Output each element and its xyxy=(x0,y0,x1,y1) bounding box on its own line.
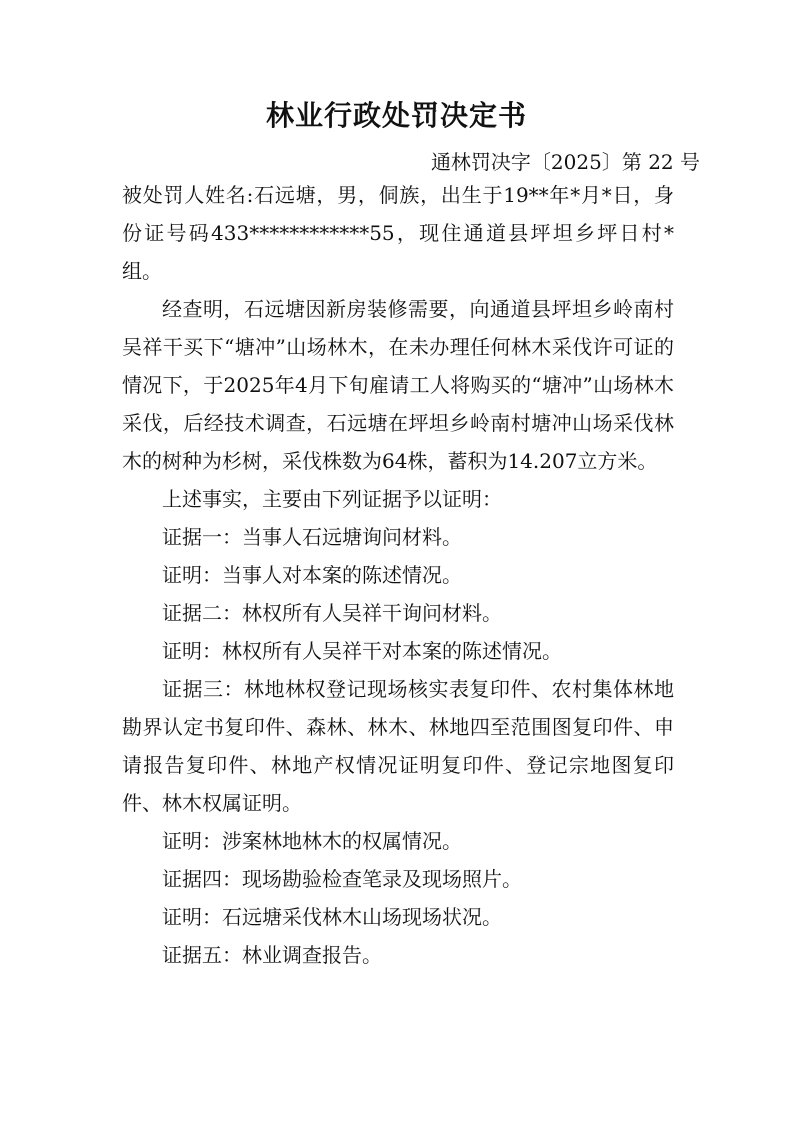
paragraph-proof-4: 证明：石远塘采伐林木山场现场状况。 xyxy=(162,905,502,929)
paragraph-evidence-5: 证据五：林业调查报告。 xyxy=(162,943,382,967)
paragraph-evidence-intro: 上述事实，主要由下列证据予以证明： xyxy=(162,487,502,511)
paragraph-proof-3: 证明：涉案林地林木的权属情况。 xyxy=(162,829,462,853)
paragraph-proof-2: 证明：林权所有人吴祥干对本案的陈述情况。 xyxy=(162,639,562,663)
paragraph-proof-1: 证明：当事人对本案的陈述情况。 xyxy=(162,563,462,587)
paragraph-evidence-2: 证据二：林权所有人吴祥干询问材料。 xyxy=(162,601,502,625)
document-title: 林业行政处罚决定书 xyxy=(265,99,527,132)
paragraph-party-info: 被处罚人姓名:石远塘，男，侗族，出生于19**年*月*日，身份证号码433************55，现住通道县坪坦乡坪日村*组。 xyxy=(122,183,674,283)
paragraph-evidence-1: 证据一：当事人石远塘询问材料。 xyxy=(162,525,462,549)
paragraph-findings: 经查明，石远塘因新房装修需要，向通道县坪坦乡岭南村吴祥干买下“塘冲”山场林木，在未办理任何林木采伐许可证的情况下，于2025年4月下旬雇请工人将购买的“塘冲”山场林木采伐，后经技术调查，石远塘在坪坦乡岭南村塘冲山场采伐林木的树种为杉树，采伐株数为64株，蓄积为14.207立方米。 xyxy=(122,297,674,473)
document-body xyxy=(122,176,674,974)
paragraph-evidence-4: 证据四：现场勘验检查笔录及现场照片。 xyxy=(162,867,522,891)
paragraph-evidence-3: 证据三：林地林权登记现场核实表复印件、农村集体林地勘界认定书复印件、森林、林木、林地四至范围图复印件、申请报告复印件、林地产权情况证明复印件、登记宗地图复印件、林木权属证明。 xyxy=(122,677,674,815)
document-number: 通林罚决字〔2025〕第 22 号 xyxy=(430,150,700,174)
